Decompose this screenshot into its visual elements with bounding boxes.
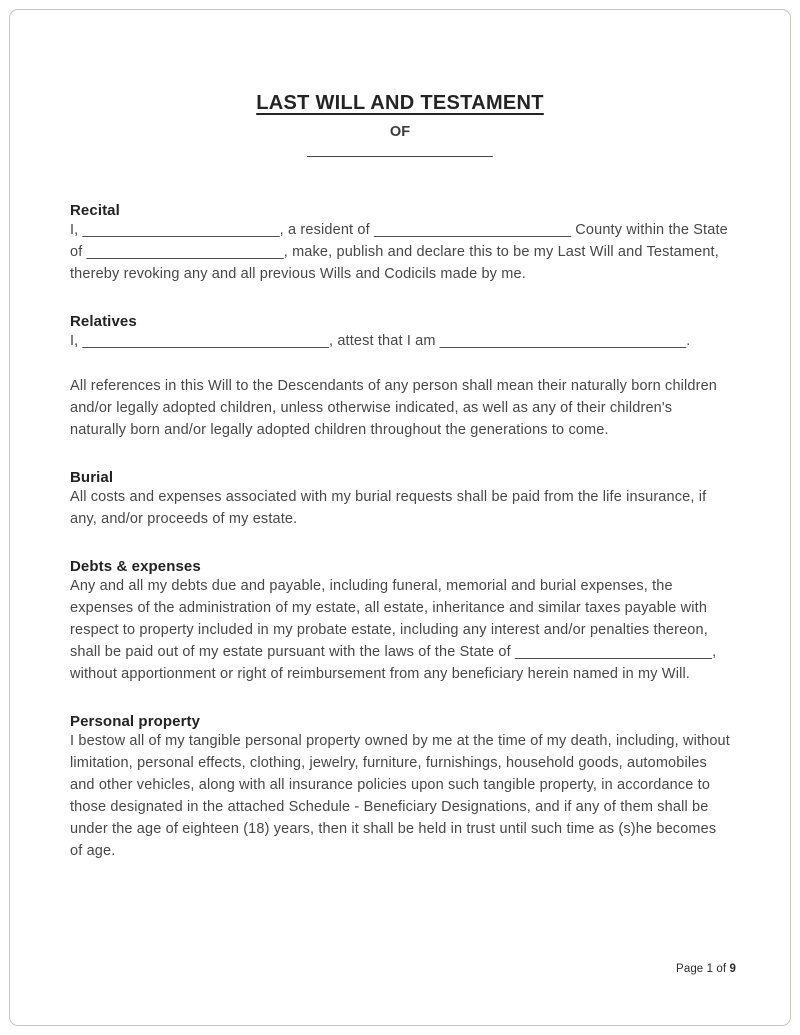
- section-heading-debts-expenses: Debts & expenses: [70, 558, 201, 575]
- footer-page-label: Page: [676, 963, 707, 975]
- section-heading-personal-property: Personal property: [70, 713, 201, 730]
- section-heading-relatives: Relatives: [70, 313, 137, 330]
- personal-property-paragraph: I bestow all of my tangible personal property owned by me at the time of my death, including, without limitation, personal effects, clothing, jewelry, furniture, furnishings, household goods, automobiles and other vehicles, along with all insurance policies upon such tangible property, in accordance to those designated in the attached Schedule - Beneficiary Designations, and if any of them shall be under the age of eighteen (18) years, then it shall be held in trust until such time as (s)he becomes of age.: [70, 733, 730, 859]
- section-heading-burial: Burial: [70, 469, 114, 486]
- page-footer: [676, 963, 736, 975]
- debts-expenses-paragraph: Any and all my debts due and payable, including funeral, memorial and burial expenses, the expenses of the administration of my estate, all estate, inheritance and similar taxes payable with respect to property included in my probate estate, including any interest and/or penalties thereon, shall be paid out of my estate pursuant with the laws of the State of ________________________, without apportionment or right of reimbursement from any beneficiary herein named in my Will.: [70, 578, 717, 682]
- section-burial: [70, 469, 730, 530]
- document-title: LAST WILL AND TESTAMENT: [256, 92, 544, 114]
- footer-of-label: of: [713, 963, 730, 975]
- section-recital: [70, 202, 730, 285]
- recital-paragraph: I, ________________________, a resident of ________________________ County within the State of ________________________, make, publish and declare this to be my Last Will and Testament, thereby revoking any and all previous Wills and Codicils made by me.: [70, 222, 728, 282]
- footer-total-pages: 9: [729, 963, 736, 975]
- footer-page-number: 1: [706, 963, 714, 975]
- section-heading-recital: Recital: [70, 202, 120, 219]
- section-debts-expenses: [70, 558, 730, 685]
- section-personal-property: [70, 713, 730, 862]
- testator-name-blank-line: _______________________: [307, 142, 493, 158]
- of-label: OF: [389, 124, 411, 140]
- descendants-paragraph: All references in this Will to the Descendants of any person shall mean their naturally born children and/or legally adopted children, unless otherwise indicated, as well as any of their children's naturally born and/or legally adopted children throughout the generations to come.: [70, 378, 718, 438]
- relatives-attest-line: I, ______________________________, attest that I am ______________________________.: [70, 333, 691, 349]
- section-relatives: [70, 313, 730, 441]
- burial-paragraph: All costs and expenses associated with my burial requests shall be paid from the life insurance, if any, and/or proceeds of my estate.: [70, 489, 707, 527]
